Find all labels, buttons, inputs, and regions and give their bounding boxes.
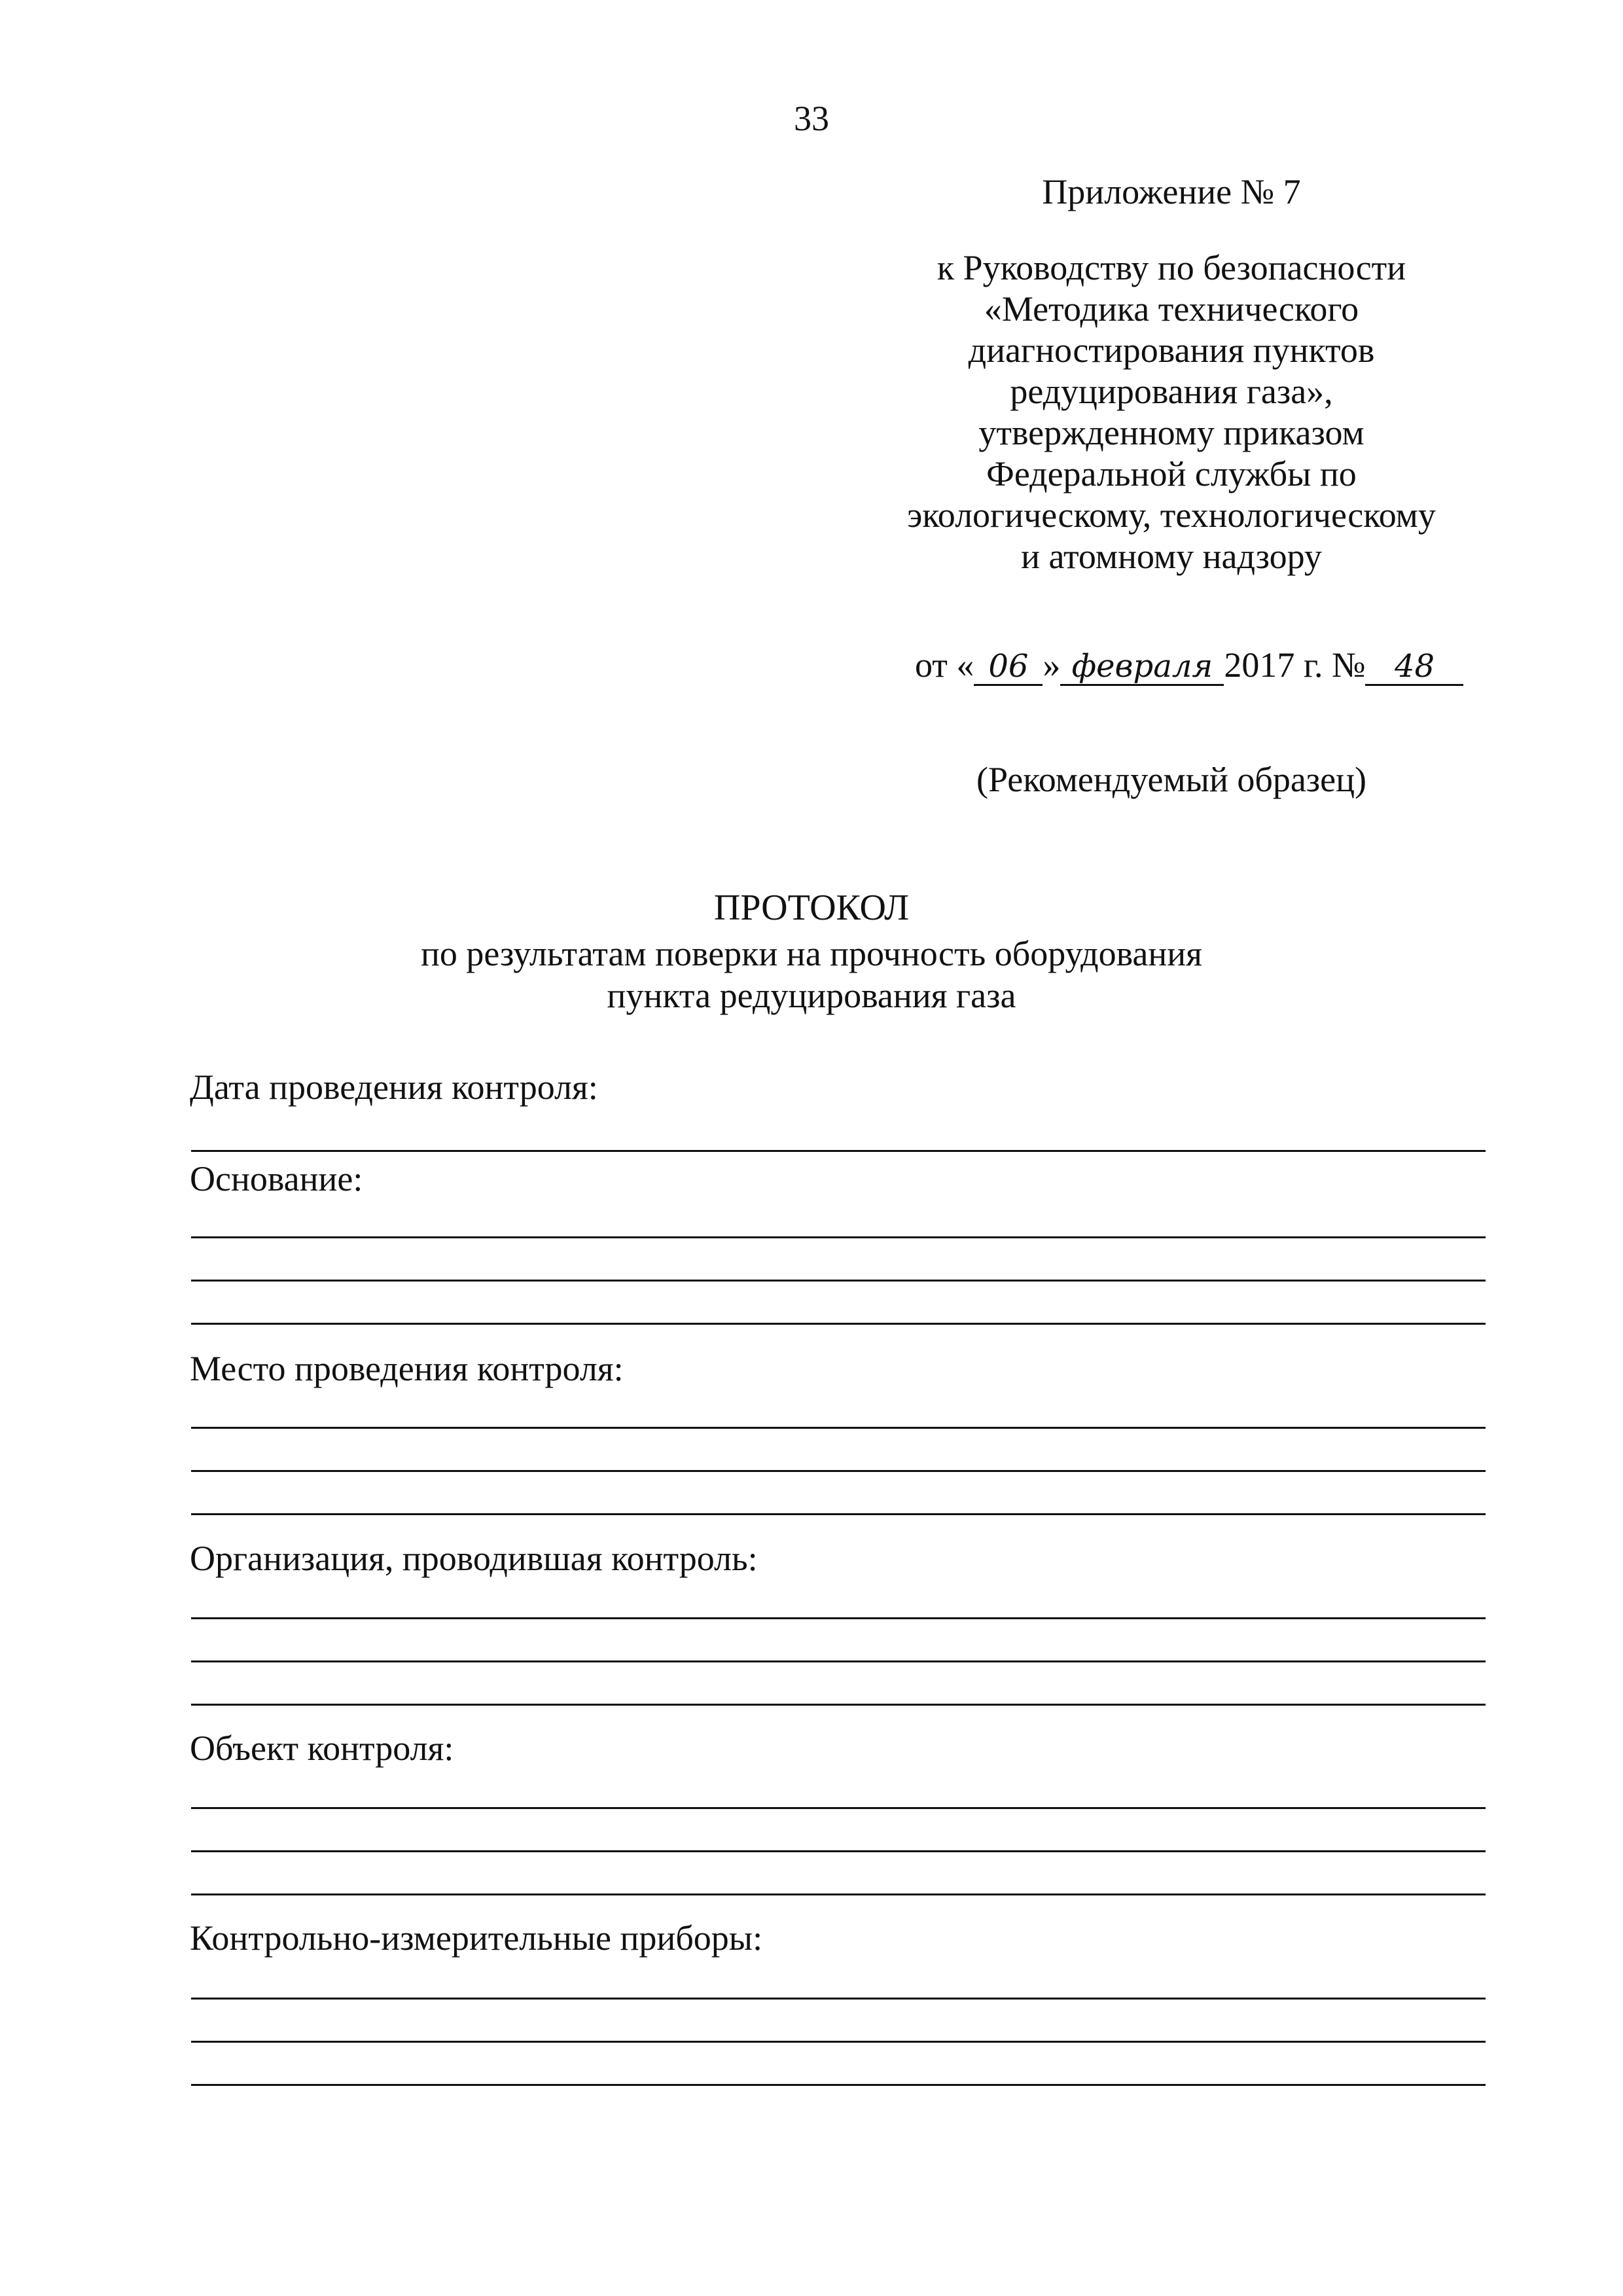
appendix-reference (903, 247, 1440, 577)
sample-note: (Рекомендуемый образец) (976, 760, 1366, 799)
date-prefix: от « (915, 645, 974, 685)
appendix-line: редуцирования газа», (1010, 372, 1333, 411)
fill-line (191, 1998, 1486, 2000)
fill-line (191, 1617, 1486, 1619)
fill-line (191, 2041, 1486, 2043)
page-number: 33 (794, 99, 829, 138)
fill-line (191, 1807, 1486, 1809)
order-date-line (915, 645, 1504, 686)
fill-line (191, 1704, 1486, 1706)
fill-line (191, 1323, 1486, 1325)
appendix-title: Приложение № 7 (1042, 172, 1301, 211)
label-instruments: Контрольно-измерительные приборы: (190, 1918, 763, 1958)
appendix-line: «Методика технического (984, 289, 1359, 329)
label-control-place: Место проведения контроля: (190, 1349, 624, 1388)
fill-line (191, 2084, 1486, 2086)
appendix-line: Федеральной службы по (986, 454, 1357, 493)
date-close-quote: » (1043, 645, 1061, 685)
appendix-line: и атомному надзору (1021, 537, 1322, 576)
appendix-line: диагностирования пунктов (968, 331, 1375, 370)
label-control-object: Объект контроля: (190, 1729, 454, 1768)
appendix-line: к Руководству по безопасности (936, 248, 1406, 287)
date-year-text: 2017 г. № (1224, 645, 1366, 685)
fill-line (191, 1893, 1486, 1895)
fill-line (191, 1236, 1486, 1238)
fill-line (191, 1660, 1486, 1662)
protocol-subtitle-line: по результатам поверки на прочность оборудования (421, 934, 1202, 973)
label-organization: Организация, проводившая контроль: (190, 1539, 758, 1578)
date-month-handwritten: февраля (1060, 649, 1224, 686)
label-basis: Основание: (190, 1159, 363, 1198)
protocol-subtitle-line: пункта редуцирования газа (607, 976, 1016, 1015)
label-control-date: Дата проведения контроля: (190, 1067, 598, 1107)
fill-line (191, 1470, 1486, 1472)
fill-line (191, 1850, 1486, 1852)
appendix-line: экологическому, технологическому (907, 495, 1436, 535)
fill-line (191, 1513, 1486, 1515)
fill-line (191, 1427, 1486, 1429)
appendix-line: утвержденному приказом (978, 413, 1364, 452)
date-day-handwritten: 06 (974, 649, 1043, 686)
protocol-title: ПРОТОКОЛ (713, 888, 910, 928)
fill-line (191, 1150, 1486, 1152)
order-number-handwritten: 48 (1365, 649, 1463, 686)
fill-line (191, 1280, 1486, 1282)
protocol-subtitle (0, 933, 1623, 1016)
